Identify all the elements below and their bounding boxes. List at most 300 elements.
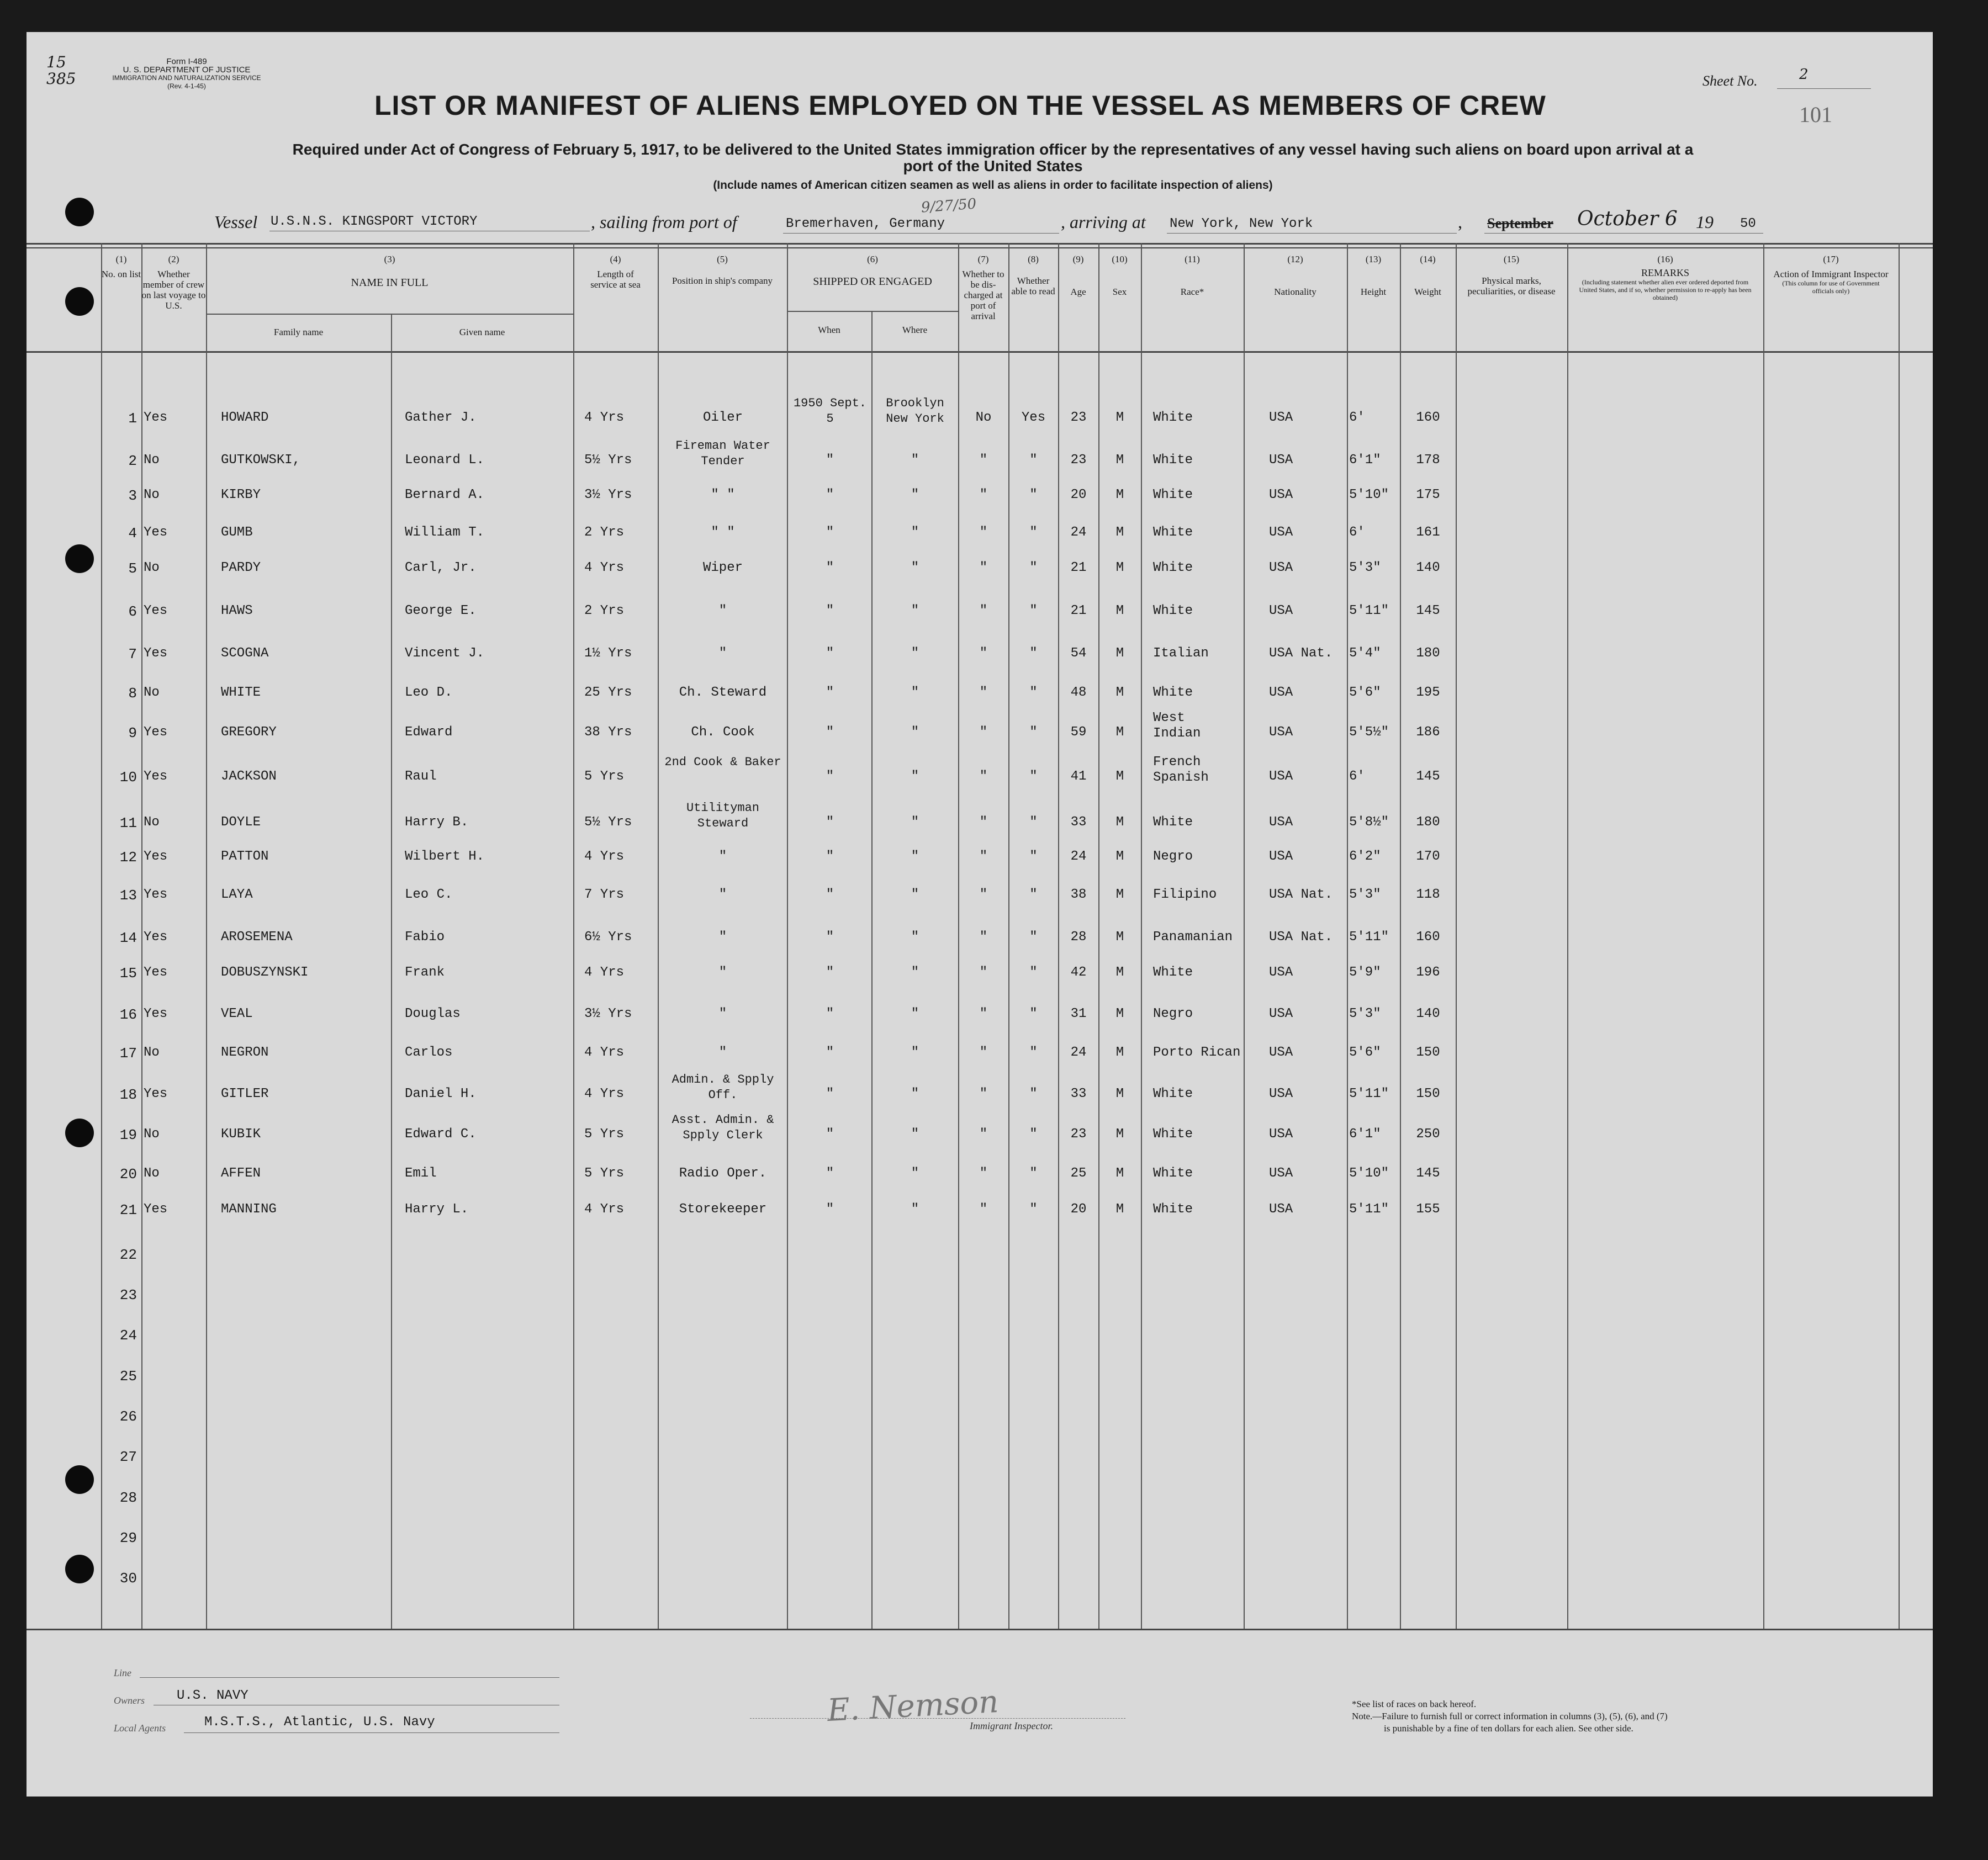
last-voyage-cell: Yes: [144, 646, 168, 661]
nationality-cell: USA: [1269, 965, 1293, 980]
row-number-cell: 6: [128, 603, 137, 620]
family-name-cell: DOBUSZYNSKI: [221, 965, 309, 980]
service-cell: 5½ Yrs: [584, 815, 632, 830]
sex-cell: M: [1115, 725, 1124, 740]
discharged-cell: ": [979, 725, 988, 740]
able-to-read-cell: ": [1029, 1045, 1038, 1060]
sheet-number-label: Sheet No.: [1703, 73, 1758, 89]
punch-hole: [65, 1555, 94, 1583]
last-voyage-cell: Yes: [144, 965, 168, 980]
form-identifier: [104, 57, 269, 91]
form-number: Form I-489: [166, 57, 207, 66]
name-subheader-line: [206, 314, 573, 315]
table-bottom-border: [27, 1629, 1933, 1630]
col-6-header: (6) SHIPPED OR ENGAGED: [813, 254, 932, 288]
shipped-where-cell: ": [911, 1202, 919, 1217]
age-cell: 28: [1070, 930, 1087, 945]
sex-cell: M: [1115, 410, 1124, 425]
height-cell: 5'6": [1349, 1045, 1381, 1060]
race-cell: White: [1153, 453, 1193, 468]
height-cell: 5'11": [1349, 603, 1389, 618]
discharged-cell: ": [979, 1202, 988, 1217]
given-name-cell: Douglas: [405, 1006, 461, 1021]
position-cell: Ch. Steward: [679, 685, 767, 700]
race-cell: French Spanish: [1153, 755, 1209, 785]
race-cell: White: [1153, 410, 1193, 425]
age-cell: 48: [1070, 685, 1087, 700]
row-number-cell: 19: [119, 1127, 137, 1143]
col-3-family-header: Family name: [273, 327, 324, 337]
given-name-cell: Daniel H.: [405, 1087, 477, 1101]
row-number-cell: 7: [128, 646, 137, 663]
height-cell: 6'1": [1349, 1127, 1381, 1142]
sailing-label: , sailing from port of: [591, 212, 737, 232]
position-cell: ": [718, 849, 727, 864]
arrival-port: New York, New York: [1170, 216, 1313, 231]
races-note: *See list of races on back hereof.: [1352, 1699, 1477, 1709]
age-cell: 24: [1070, 849, 1087, 864]
discharged-cell: No: [975, 410, 992, 425]
age-cell: 21: [1070, 603, 1087, 618]
shipped-where-cell: Brooklyn New York: [886, 396, 944, 426]
nationality-cell: USA: [1269, 410, 1293, 425]
shipped-where-cell: ": [911, 1087, 919, 1101]
family-name-cell: MANNING: [221, 1202, 277, 1217]
age-cell: 23: [1070, 410, 1087, 425]
weight-cell: 250: [1416, 1127, 1440, 1142]
sex-cell: M: [1115, 849, 1124, 864]
last-voyage-cell: Yes: [144, 410, 168, 425]
row-number-cell: 3: [128, 487, 137, 504]
position-cell: ": [718, 646, 727, 661]
discharged-cell: ": [979, 849, 988, 864]
race-cell: Porto Rican: [1153, 1045, 1241, 1060]
age-cell: 59: [1070, 725, 1087, 740]
able-to-read-cell: ": [1029, 1087, 1038, 1101]
discharged-cell: ": [979, 487, 988, 502]
family-name-cell: GUTKOWSKI,: [221, 453, 301, 468]
row-number-cell: 24: [119, 1327, 137, 1344]
weight-cell: 145: [1416, 603, 1440, 618]
able-to-read-cell: ": [1029, 487, 1038, 502]
position-cell: Oiler: [702, 410, 743, 425]
shipped-when-cell: ": [826, 453, 834, 468]
height-cell: 5'8½": [1349, 815, 1389, 830]
weight-cell: 180: [1416, 646, 1440, 661]
position-cell: ": [718, 930, 727, 945]
discharged-cell: ": [979, 603, 988, 618]
age-cell: 21: [1070, 560, 1087, 575]
row-number-cell: 8: [128, 685, 137, 702]
local-agents-value: M.S.T.S., Atlantic, U.S. Navy: [204, 1715, 435, 1730]
sex-cell: M: [1115, 646, 1124, 661]
last-voyage-cell: Yes: [144, 769, 168, 784]
last-voyage-cell: Yes: [144, 603, 168, 618]
nationality-cell: USA: [1269, 1202, 1293, 1217]
weight-cell: 160: [1416, 410, 1440, 425]
discharged-cell: ": [979, 1087, 988, 1101]
discharged-cell: ": [979, 1166, 988, 1181]
service-cell: 25 Yrs: [584, 685, 632, 700]
shipped-where-cell: ": [911, 685, 919, 700]
able-to-read-cell: ": [1029, 685, 1038, 700]
nationality-cell: USA: [1269, 487, 1293, 502]
last-voyage-cell: Yes: [144, 1006, 168, 1021]
race-cell: West Indian: [1153, 711, 1201, 741]
height-cell: 5'11": [1349, 1087, 1389, 1101]
position-cell: Asst. Admin. & Spply Clerk: [672, 1113, 774, 1142]
weight-cell: 145: [1416, 769, 1440, 784]
race-cell: White: [1153, 685, 1193, 700]
family-name-cell: JACKSON: [221, 769, 277, 784]
weight-cell: 150: [1416, 1045, 1440, 1060]
able-to-read-cell: ": [1029, 887, 1038, 902]
discharged-cell: ": [979, 769, 988, 784]
row-number-cell: 10: [119, 769, 137, 786]
nationality-cell: USA: [1269, 603, 1293, 618]
sex-cell: M: [1115, 1087, 1124, 1101]
position-cell: ": [718, 887, 727, 902]
last-voyage-cell: Yes: [144, 1087, 168, 1101]
discharged-cell: ": [979, 685, 988, 700]
shipped-when-cell: 1950 Sept. 5: [793, 396, 867, 426]
service-cell: 4 Yrs: [584, 410, 625, 425]
weight-cell: 150: [1416, 1087, 1440, 1101]
sex-cell: M: [1115, 887, 1124, 902]
penalty-note: Note.—Failure to furnish full or correct information in columns (3), (5), (6), and (7): [1352, 1711, 1668, 1721]
height-cell: 5'3": [1349, 887, 1381, 902]
height-cell: 5'11": [1349, 1202, 1389, 1217]
subtitle-requirement: Required under Act of Congress of February 5, 1917, to be delivered to the United States immigration officer by the representatives of any vessel having such aliens on board upon arrival at a port of the United States: [292, 141, 1694, 174]
shipped-where-cell: ": [911, 1045, 919, 1060]
service-cell: 5 Yrs: [584, 769, 625, 784]
family-name-cell: NEGRON: [221, 1045, 269, 1060]
nationality-cell: USA: [1269, 1166, 1293, 1181]
shipped-when-cell: ": [826, 603, 834, 618]
position-cell: " ": [711, 525, 735, 540]
col-6-when-header: When: [818, 325, 840, 335]
sex-cell: M: [1115, 525, 1124, 540]
last-voyage-cell: Yes: [144, 887, 168, 902]
discharged-cell: ": [979, 560, 988, 575]
nationality-cell: USA: [1269, 1006, 1293, 1021]
family-name-cell: SCOGNA: [221, 646, 269, 661]
given-name-cell: Raul: [405, 769, 437, 784]
race-cell: White: [1153, 560, 1193, 575]
race-cell: White: [1153, 525, 1193, 540]
height-cell: 6': [1349, 525, 1365, 540]
last-voyage-cell: Yes: [144, 930, 168, 945]
age-cell: 23: [1070, 453, 1087, 468]
age-cell: 41: [1070, 769, 1087, 784]
service-cell: 38 Yrs: [584, 725, 632, 740]
nationality-cell: USA: [1269, 1087, 1293, 1101]
sex-cell: M: [1115, 1127, 1124, 1142]
able-to-read-cell: ": [1029, 525, 1038, 540]
col-7-header: (7) Whether to be dis-charged at port of arrival: [962, 254, 1004, 321]
given-name-cell: Edward C.: [405, 1127, 477, 1142]
shipped-where-cell: ": [911, 453, 919, 468]
height-cell: 5'10": [1349, 487, 1389, 502]
given-name-cell: Wilbert H.: [405, 849, 485, 864]
col-14-header: (14) Weight: [1414, 254, 1441, 297]
weight-cell: 160: [1416, 930, 1440, 945]
given-name-cell: Leonard L.: [405, 453, 485, 468]
punch-hole: [65, 1119, 94, 1147]
service-cell: 3½ Yrs: [584, 1006, 632, 1021]
age-cell: 25: [1070, 1166, 1087, 1181]
row-number-cell: 4: [128, 525, 137, 542]
col-5-header: (5) Position in ship's company: [672, 254, 773, 286]
shipped-when-cell: ": [826, 685, 834, 700]
local-agents-label: Local Agents: [114, 1723, 166, 1734]
row-number-cell: 26: [119, 1408, 137, 1425]
race-cell: White: [1153, 1087, 1193, 1101]
shipped-when-cell: ": [826, 725, 834, 740]
height-cell: 5'5½": [1349, 725, 1389, 740]
race-cell: White: [1153, 1166, 1193, 1181]
position-cell: ": [718, 603, 727, 618]
weight-cell: 175: [1416, 487, 1440, 502]
race-cell: Negro: [1153, 1006, 1193, 1021]
discharged-cell: ": [979, 1127, 988, 1142]
nationality-cell: USA: [1269, 560, 1293, 575]
height-cell: 5'10": [1349, 1166, 1389, 1181]
last-voyage-cell: No: [144, 453, 160, 468]
last-voyage-cell: Yes: [144, 725, 168, 740]
col-4-header: (4) Length of service at sea: [590, 254, 641, 290]
discharged-cell: ": [979, 646, 988, 661]
race-cell: White: [1153, 1127, 1193, 1142]
header-bottom-border: [27, 351, 1933, 353]
col-9-header: (9) Age: [1070, 254, 1086, 297]
nationality-cell: USA: [1269, 849, 1293, 864]
row-number-cell: 13: [119, 887, 137, 904]
family-name-cell: AROSEMENA: [221, 930, 293, 945]
service-cell: 4 Yrs: [584, 1045, 625, 1060]
height-cell: 6'1": [1349, 453, 1381, 468]
discharged-cell: ": [979, 930, 988, 945]
row-number-cell: 18: [119, 1087, 137, 1103]
row-number-cell: 21: [119, 1202, 137, 1218]
position-cell: 2nd Cook & Baker: [664, 755, 781, 769]
discharged-cell: ": [979, 525, 988, 540]
shipped-when-cell: ": [826, 965, 834, 980]
shipped-where-cell: ": [911, 849, 919, 864]
nationality-cell: USA: [1269, 1127, 1293, 1142]
able-to-read-cell: ": [1029, 453, 1038, 468]
able-to-read-cell: Yes: [1021, 410, 1046, 425]
row-number-cell: 27: [119, 1449, 137, 1465]
race-cell: Filipino: [1153, 887, 1217, 902]
col-15-header: (15) Physical marks, peculiarities, or disease: [1467, 254, 1556, 296]
shipped-when-cell: ": [826, 1202, 834, 1217]
age-cell: 38: [1070, 887, 1087, 902]
service-cell: 3½ Yrs: [584, 487, 632, 502]
position-cell: ": [718, 1045, 727, 1060]
given-name-cell: Bernard A.: [405, 487, 485, 502]
service-cell: 2 Yrs: [584, 603, 625, 618]
discharged-cell: ": [979, 1045, 988, 1060]
age-cell: 31: [1070, 1006, 1087, 1021]
shipped-when-cell: ": [826, 525, 834, 540]
departure-port: Bremerhaven, Germany: [786, 216, 945, 231]
family-name-cell: VEAL: [221, 1006, 253, 1021]
given-name-cell: Harry B.: [405, 815, 469, 830]
vessel-label: Vessel: [214, 212, 258, 232]
weight-cell: 161: [1416, 525, 1440, 540]
shipped-where-cell: ": [911, 930, 919, 945]
row-number-cell: 11: [119, 815, 137, 831]
shipped-where-cell: ": [911, 1006, 919, 1021]
service-cell: 4 Yrs: [584, 1202, 625, 1217]
arrival-year: 50: [1740, 216, 1756, 231]
arrival-date: October 6: [1577, 208, 1678, 230]
nationality-cell: USA: [1269, 453, 1293, 468]
service-cell: 4 Yrs: [584, 560, 625, 575]
last-voyage-cell: No: [144, 487, 160, 502]
family-name-cell: WHITE: [221, 685, 261, 700]
sex-cell: M: [1115, 685, 1124, 700]
race-cell: Italian: [1153, 646, 1209, 661]
col-16-header: (16) REMARKS (Including statement whether alien ever ordered deported from United States, and if so, whether permission to re-apply has been obtained): [1579, 254, 1752, 301]
family-name-cell: KIRBY: [221, 487, 261, 502]
position-cell: Ch. Cook: [691, 725, 755, 740]
page-stamp: 101: [1799, 102, 1832, 127]
col-3-header: (3) NAME IN FULL: [351, 254, 429, 289]
sex-cell: M: [1115, 769, 1124, 784]
family-name-cell: GUMB: [221, 525, 253, 540]
row-number-cell: 1: [128, 410, 137, 427]
able-to-read-cell: ": [1029, 1006, 1038, 1021]
shipped-where-cell: ": [911, 487, 919, 502]
discharged-cell: ": [979, 965, 988, 980]
vessel-name: U.S.N.S. KINGSPORT VICTORY: [271, 214, 478, 229]
shipped-when-cell: ": [826, 849, 834, 864]
service-cell: 2 Yrs: [584, 525, 625, 540]
nationality-cell: USA Nat.: [1269, 930, 1333, 945]
discharged-cell: ": [979, 1006, 988, 1021]
row-number-cell: 2: [128, 453, 137, 469]
height-cell: 5'6": [1349, 685, 1381, 700]
shipped-where-cell: ": [911, 525, 919, 540]
weight-cell: 145: [1416, 1166, 1440, 1181]
able-to-read-cell: ": [1029, 769, 1038, 784]
family-name-cell: PARDY: [221, 560, 261, 575]
able-to-read-cell: ": [1029, 815, 1038, 830]
age-cell: 20: [1070, 487, 1087, 502]
shipped-where-cell: ": [911, 1127, 919, 1142]
given-name-cell: Harry L.: [405, 1202, 469, 1217]
sex-cell: M: [1115, 1166, 1124, 1181]
position-cell: Fireman Water Tender: [675, 439, 770, 468]
punch-hole: [65, 198, 94, 226]
row-number-cell: 25: [119, 1368, 137, 1385]
given-name-cell: Leo D.: [405, 685, 453, 700]
service-cell: 4 Yrs: [584, 1087, 625, 1101]
given-name-cell: Carl, Jr.: [405, 560, 477, 575]
shipped-where-cell: ": [911, 769, 919, 784]
nationality-cell: USA: [1269, 1045, 1293, 1060]
owners-label: Owners: [114, 1695, 145, 1706]
given-name-cell: Leo C.: [405, 887, 453, 902]
col-8-header: (8) Whether able to read: [1011, 254, 1055, 296]
position-cell: Radio Oper.: [679, 1166, 767, 1181]
shipped-where-cell: ": [911, 1166, 919, 1181]
punch-hole: [65, 287, 94, 316]
family-name-cell: DOYLE: [221, 815, 261, 830]
shipped-when-cell: ": [826, 1006, 834, 1021]
height-cell: 5'4": [1349, 646, 1381, 661]
col-12-header: (12) Nationality: [1274, 254, 1316, 297]
discharged-cell: ": [979, 453, 988, 468]
last-voyage-cell: No: [144, 815, 160, 830]
given-name-cell: Vincent J.: [405, 646, 485, 661]
service-cell: 5½ Yrs: [584, 453, 632, 468]
form-revision: (Rev. 4-1-45): [167, 82, 206, 90]
last-voyage-cell: No: [144, 1045, 160, 1060]
arriving-label: , arriving at: [1061, 212, 1146, 232]
family-name-cell: GREGORY: [221, 725, 277, 740]
last-voyage-cell: Yes: [144, 1202, 168, 1217]
sheet-number: 2: [1799, 66, 1809, 83]
shipped-when-cell: ": [826, 1166, 834, 1181]
sex-cell: M: [1115, 815, 1124, 830]
last-voyage-cell: Yes: [144, 849, 168, 864]
weight-cell: 196: [1416, 965, 1440, 980]
port-annotation: 9/27/50: [921, 195, 977, 216]
weight-cell: 186: [1416, 725, 1440, 740]
col-2-header: (2) Whether member of crew on last voyage to U.S.: [141, 254, 206, 311]
given-name-cell: Carlos: [405, 1045, 453, 1060]
height-cell: 5'9": [1349, 965, 1381, 980]
family-name-cell: GITLER: [221, 1087, 269, 1101]
position-cell: " ": [711, 487, 735, 502]
sex-cell: M: [1115, 560, 1124, 575]
sex-cell: M: [1115, 603, 1124, 618]
date-comma: ,: [1458, 212, 1462, 232]
col-1-header: (1) No. on list: [101, 254, 141, 279]
shipped-where-cell: ": [911, 815, 919, 830]
service-cell: 7 Yrs: [584, 887, 625, 902]
nationality-cell: USA: [1269, 725, 1293, 740]
shipped-when-cell: ": [826, 815, 834, 830]
row-number-cell: 28: [119, 1490, 137, 1506]
row-number-cell: 14: [119, 930, 137, 946]
able-to-read-cell: ": [1029, 930, 1038, 945]
col-11-header: (11) Race*: [1180, 254, 1204, 297]
able-to-read-cell: ": [1029, 646, 1038, 661]
shipped-where-cell: ": [911, 603, 919, 618]
service-cell: 6½ Yrs: [584, 930, 632, 945]
table-top-border-2: [27, 247, 1933, 248]
year-prefix: 19: [1696, 212, 1714, 232]
height-cell: 5'11": [1349, 930, 1389, 945]
row-number-cell: 12: [119, 849, 137, 866]
sex-cell: M: [1115, 965, 1124, 980]
given-name-cell: George E.: [405, 603, 477, 618]
document-title: LIST OR MANIFEST OF ALIENS EMPLOYED ON THE VESSEL AS MEMBERS OF CREW: [374, 90, 1546, 121]
shipped-when-cell: ": [826, 1087, 834, 1101]
col-13-header: (13) Height: [1360, 254, 1387, 297]
nationality-cell: USA Nat.: [1269, 646, 1333, 661]
service-cell: 1½ Yrs: [584, 646, 632, 661]
family-name-cell: PATTON: [221, 849, 269, 864]
age-cell: 23: [1070, 1127, 1087, 1142]
nationality-cell: USA: [1269, 685, 1293, 700]
last-voyage-cell: Yes: [144, 525, 168, 540]
department-name: U. S. DEPARTMENT OF JUSTICE: [123, 65, 251, 75]
